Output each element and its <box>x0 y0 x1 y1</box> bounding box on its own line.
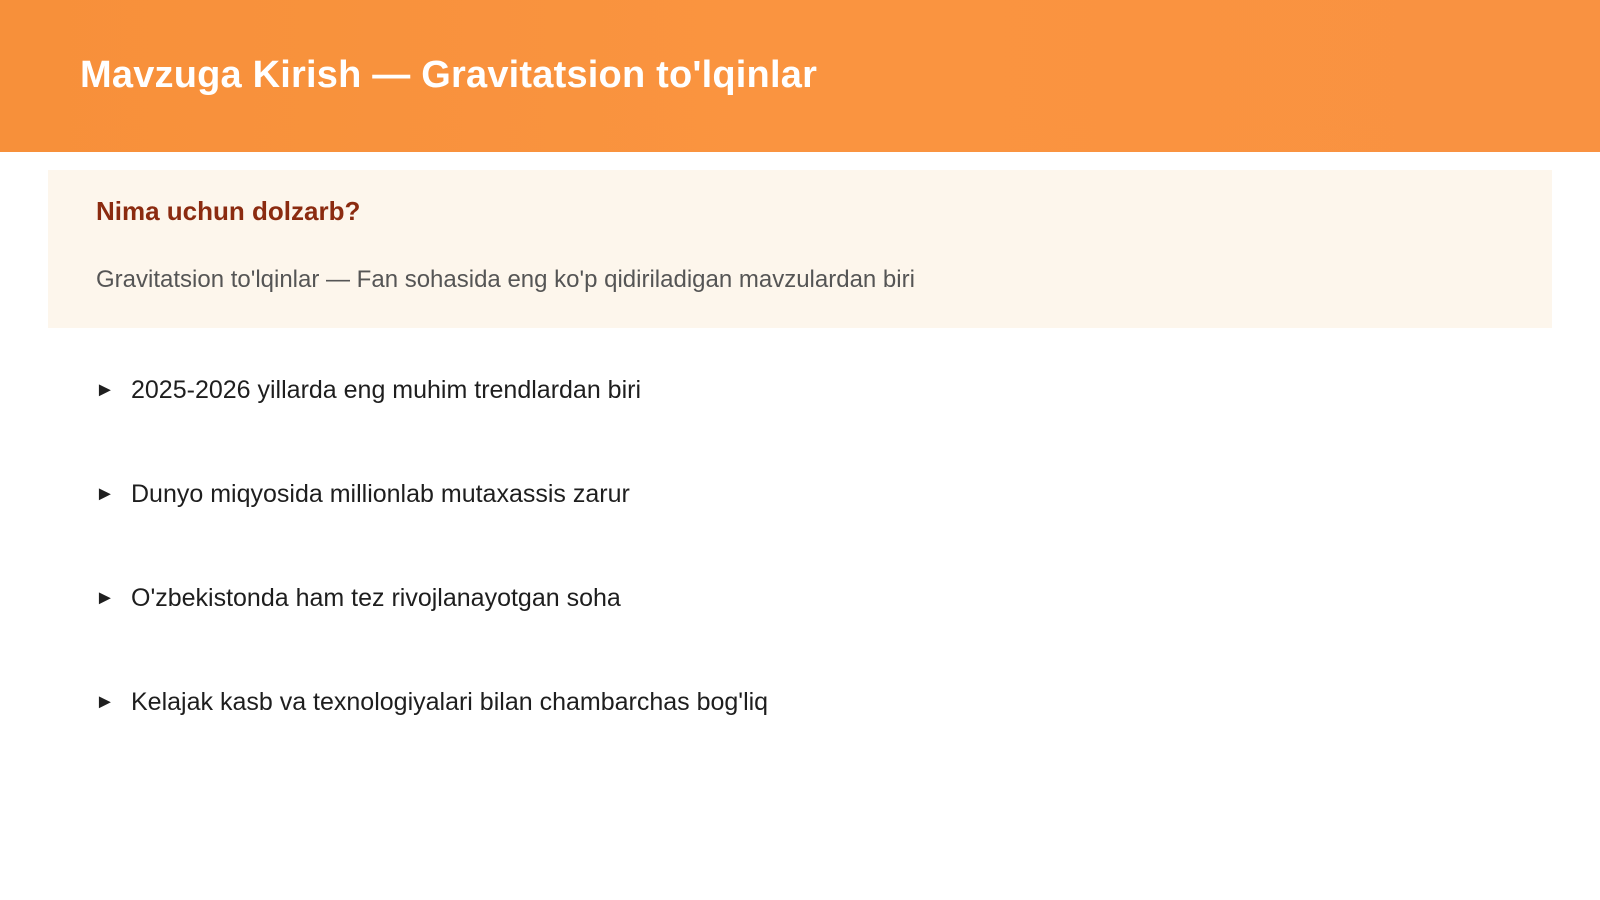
callout-text: Gravitatsion to'lqinlar — Fan sohasida eng ko'p qidiriladigan mavzulardan biri <box>96 266 915 293</box>
callout-heading: Nima uchun dolzarb? <box>96 196 361 226</box>
bullet-text: O'zbekistonda ham tez rivojlanayotgan soha <box>131 584 621 612</box>
bullet-item <box>95 684 768 788</box>
bullet-list <box>95 372 768 788</box>
play-arrow-icon: ► <box>95 691 115 713</box>
callout-box <box>48 170 1552 328</box>
play-arrow-icon: ► <box>95 483 115 505</box>
bullet-text: Dunyo miqyosida millionlab mutaxassis zarur <box>131 480 630 508</box>
slide-title: Mavzuga Kirish — Gravitatsion to'lqinlar <box>80 54 818 96</box>
bullet-item <box>95 372 768 476</box>
bullet-text: Kelajak kasb va texnologiyalari bilan chambarchas bog'liq <box>131 688 769 716</box>
play-arrow-icon: ► <box>95 587 115 609</box>
bullet-text: 2025-2026 yillarda eng muhim trendlardan biri <box>131 376 642 404</box>
slide-header <box>0 0 1600 152</box>
bullet-item <box>95 476 768 580</box>
bullet-item <box>95 580 768 684</box>
play-arrow-icon: ► <box>95 379 115 401</box>
